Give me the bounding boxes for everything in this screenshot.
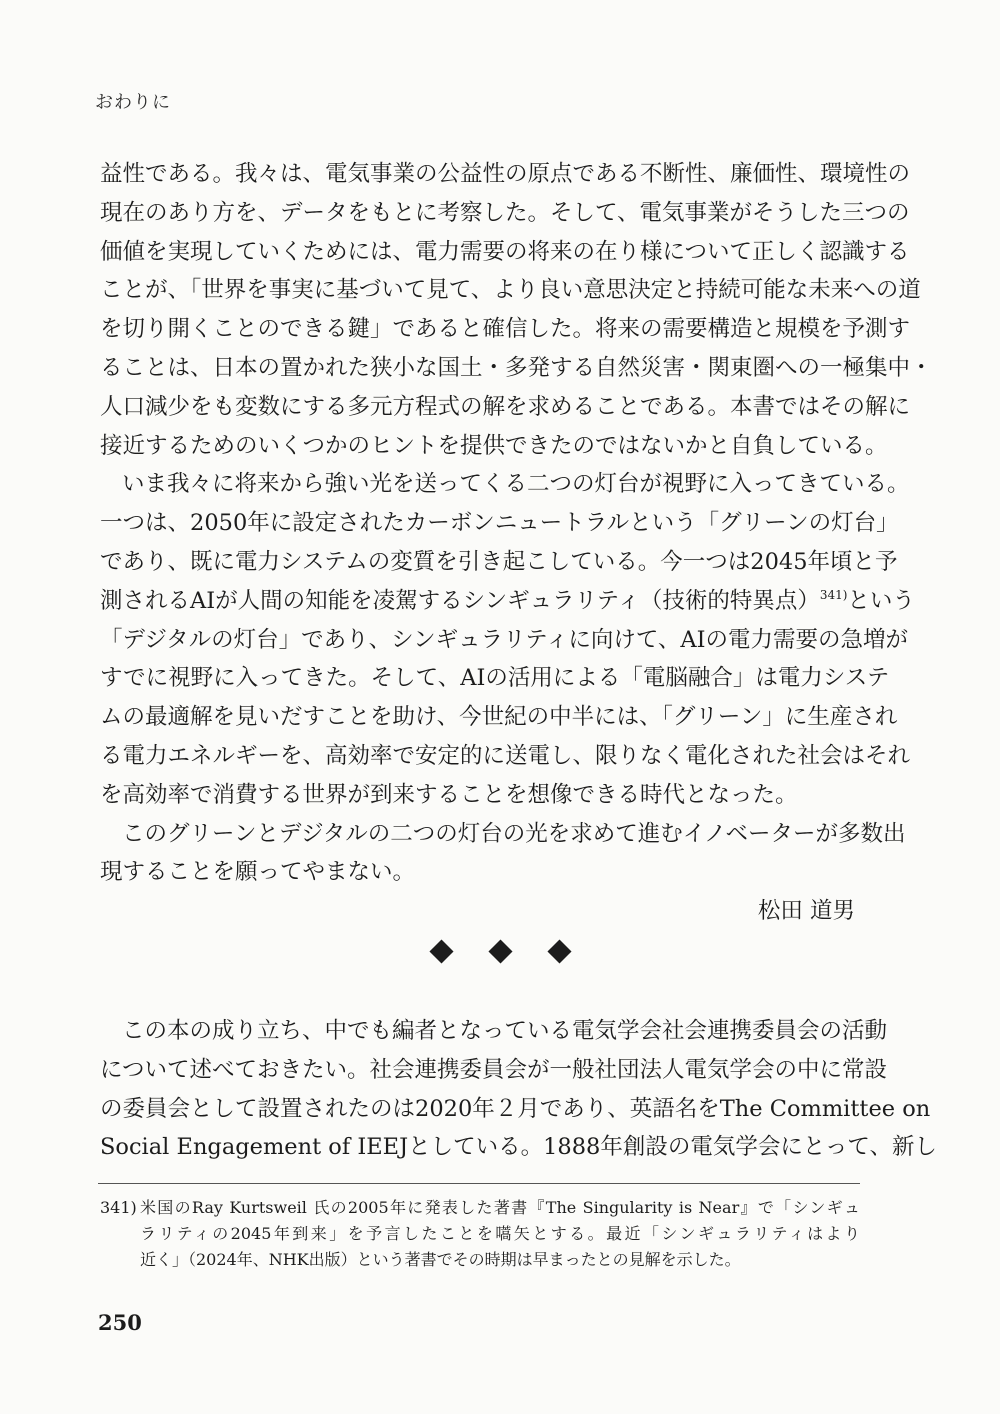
- section-separator: [0, 943, 1000, 960]
- footnote-divider: [98, 1183, 860, 1184]
- body-text-section-1: [100, 155, 933, 931]
- footnote: [100, 1195, 860, 1273]
- body-text-span: 測されるAIが人間の知能を凌駕するシンギュラリティ（技術的特異点）: [100, 587, 820, 614]
- body-line: 現することを願ってやまない。: [100, 859, 416, 886]
- body-line: ムの最適解を見いだすことを助け、今世紀の中半には、「グリーン」に生産され: [100, 704, 898, 731]
- footnote-reference: 341): [819, 587, 848, 602]
- body-line: ことが、「世界を事実に基づいて見て、より良い意思決定と持続可能な未来への道: [100, 277, 921, 304]
- body-line-with-footnote-ref: [100, 582, 915, 621]
- footnote-body: [140, 1195, 860, 1273]
- page-number: 250: [98, 1310, 142, 1335]
- body-line: の委員会として設置されたのは2020年２月であり、英語名をThe Committee on: [100, 1095, 931, 1122]
- body-line: る電力エネルギーを、高効率で安定的に送電し、限りなく電化された社会はそれ: [100, 742, 911, 769]
- body-line: 益性である。我々は、電気事業の公益性の原点である不断性、廉価性、環境性の: [100, 161, 911, 187]
- footnote-line: 米国のRay Kurtsweil 氏の2005年に発表した著書『The Singularity is Near』で「シンギュ: [140, 1198, 860, 1217]
- body-line: を高効率で消費する世界が到来することを想像できる時代となった。: [100, 781, 798, 808]
- body-line: 人口減少をも変数にする多元方程式の解を求めることである。本書ではその解に: [100, 393, 911, 420]
- body-line: 接近するためのいくつかのヒントを提供できたのではないかと自負している。: [100, 432, 888, 459]
- running-head: おわりに: [95, 92, 171, 113]
- body-line: 価値を実現していくためには、電力需要の将来の在り様について正しく認識する: [100, 238, 910, 265]
- diamond-icon: [488, 939, 512, 963]
- body-line: 「デジタルの灯台」であり、シンギュラリティに向けて、AIの電力需要の急増が: [100, 626, 909, 653]
- body-line: ることは、日本の置かれた狭小な国土・多発する自然災害・関東圏への一極集中・: [100, 354, 933, 381]
- diamond-icon: [547, 939, 571, 963]
- body-line: であり、既に電力システムの変質を引き起こしている。今一つは2045年頃と予: [100, 548, 898, 575]
- body-line: このグリーンとデジタルの二つの灯台の光を求めて進むイノベーターが多数出: [122, 820, 906, 847]
- body-line: すでに視野に入ってきた。そして、AIの活用による「電脳融合」は電力システ: [100, 665, 890, 692]
- body-line: について述べておきたい。社会連携委員会が一般社団法人電気学会の中に常設: [100, 1056, 888, 1083]
- body-line: を切り開くことのできる鍵」であると確信した。将来の需要構造と規模を予測す: [100, 316, 911, 343]
- footnote-line: ラリティの2045年到来」を予言したことを嚆矢とする。最近「シンギュラリティはより: [140, 1224, 860, 1243]
- body-text-section-2: [100, 1012, 937, 1167]
- body-text-span: という: [847, 587, 915, 614]
- footnote-line: 近く」（2024年、NHK出版）という著書でその時期は早まったとの見解を示した。: [140, 1250, 741, 1269]
- body-line: いま我々に将来から強い光を送ってくる二つの灯台が視野に入ってきている。: [122, 471, 910, 498]
- diamond-icon: [429, 939, 453, 963]
- body-line: 一つは、2050年に設定されたカーボンニュートラルという「グリーンの灯台」: [100, 510, 899, 537]
- author-signature: 松田 道男: [757, 898, 855, 925]
- footnote-number: 341): [100, 1198, 137, 1217]
- body-line: 現在のあり方を、データをもとに考察した。そして、電気事業がそうした三つの: [100, 199, 910, 226]
- body-line: この本の成り立ち、中でも編者となっている電気学会社会連携委員会の活動: [122, 1018, 888, 1044]
- body-line: Social Engagement of IEEJとしている。1888年創設の電気学会にとって、新し: [100, 1134, 937, 1161]
